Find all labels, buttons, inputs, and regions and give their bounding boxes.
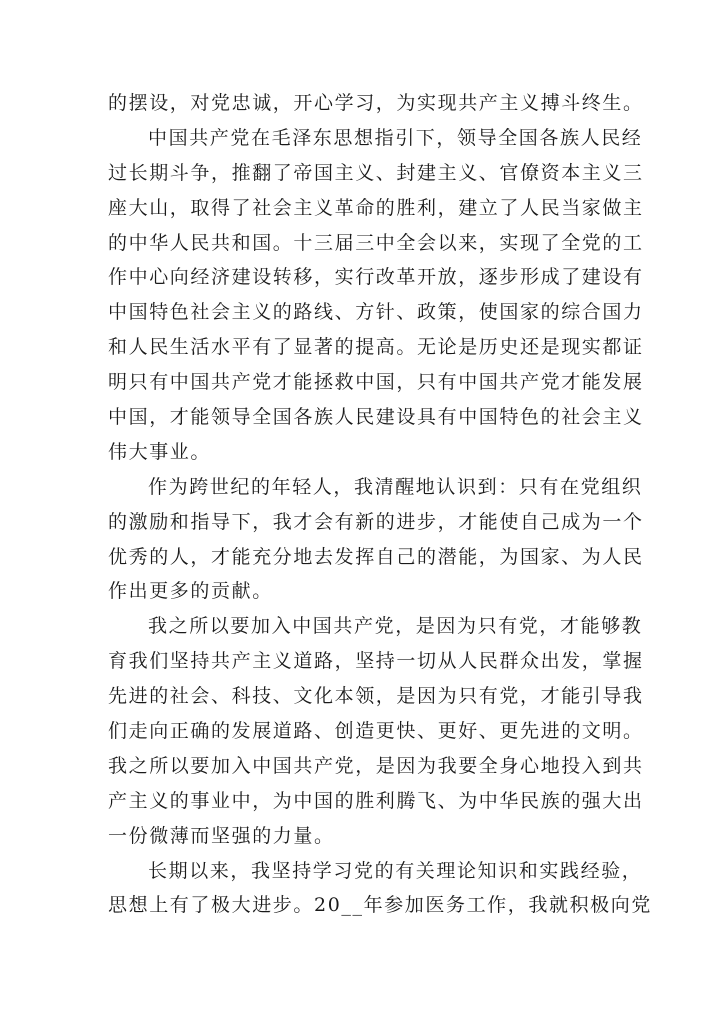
text-line: 产主义的事业中，为中国的胜利腾飞、为中华民族的强大出 bbox=[108, 789, 644, 812]
text-line: 座大山，取得了社会主义革命的胜利，建立了人民当家做主 bbox=[108, 196, 644, 219]
text-line: 作出更多的贡献。 bbox=[108, 580, 273, 603]
text-line: 们走向正确的发展道路、创造更快、更好、更先进的文明。 bbox=[108, 720, 644, 743]
text-line: 的摆设，对党忠诚，开心学习，为实现共产主义搏斗终生。 bbox=[108, 92, 644, 114]
document-page bbox=[108, 86, 652, 923]
text-line: 中国，才能领导全国各族人民建设具有中国特色的社会主义 bbox=[108, 406, 644, 429]
text-line: 我之所以要加入中国共产党，是因为只有党，才能够教 bbox=[148, 615, 643, 638]
text-line: 中国共产党在毛泽东思想指引下，领导全国各族人民经 bbox=[148, 126, 643, 149]
text-line: 明只有中国共产党才能拯救中国，只有中国共产党才能发展 bbox=[108, 371, 644, 394]
text-line: 作为跨世纪的年轻人，我清醒地认识到：只有在党组织 bbox=[148, 475, 643, 498]
text-line: 伟大事业。 bbox=[108, 440, 212, 463]
paragraph bbox=[108, 121, 644, 470]
text-line: 长期以来，我坚持学习党的有关理论知识和实践经验， bbox=[148, 859, 643, 882]
paragraph bbox=[108, 470, 644, 610]
paragraph bbox=[108, 609, 644, 853]
text-line: 我之所以要加入中国共产党，是因为我要全身心地投入到共 bbox=[108, 754, 644, 777]
paragraph bbox=[108, 86, 644, 121]
text-line: 作中心向经济建设转移，实行改革开放，逐步形成了建设有 bbox=[108, 266, 644, 289]
text-line: 育我们坚持共产主义道路，坚持一切从人民群众出发，掌握 bbox=[108, 650, 644, 673]
text-line: 优秀的人，才能充分地去发挥自己的潜能，为国家、为人民 bbox=[108, 545, 644, 568]
text-line: 过长期斗争，推翻了帝国主义、封建主义、官僚资本主义三 bbox=[108, 161, 644, 184]
text-line: 和人民生活水平有了显著的提高。无论是历史还是现实都证 bbox=[108, 336, 644, 359]
text-line: 的激励和指导下，我才会有新的进步，才能使自己成为一个 bbox=[108, 510, 644, 533]
text-line: 先进的社会、科技、文化本领，是因为只有党，才能引导我 bbox=[108, 685, 644, 708]
text-line: 的中华人民共和国。十三届三中全会以来，实现了全党的工 bbox=[108, 231, 644, 254]
text-line: 思想上有了极大进步。20__年参加医务工作，我就积极向党 bbox=[108, 894, 652, 917]
text-line: 中国特色社会主义的路线、方针、政策，使国家的综合国力 bbox=[108, 301, 644, 324]
paragraph bbox=[108, 854, 652, 924]
text-line: 一份微薄而坚强的力量。 bbox=[108, 824, 335, 847]
